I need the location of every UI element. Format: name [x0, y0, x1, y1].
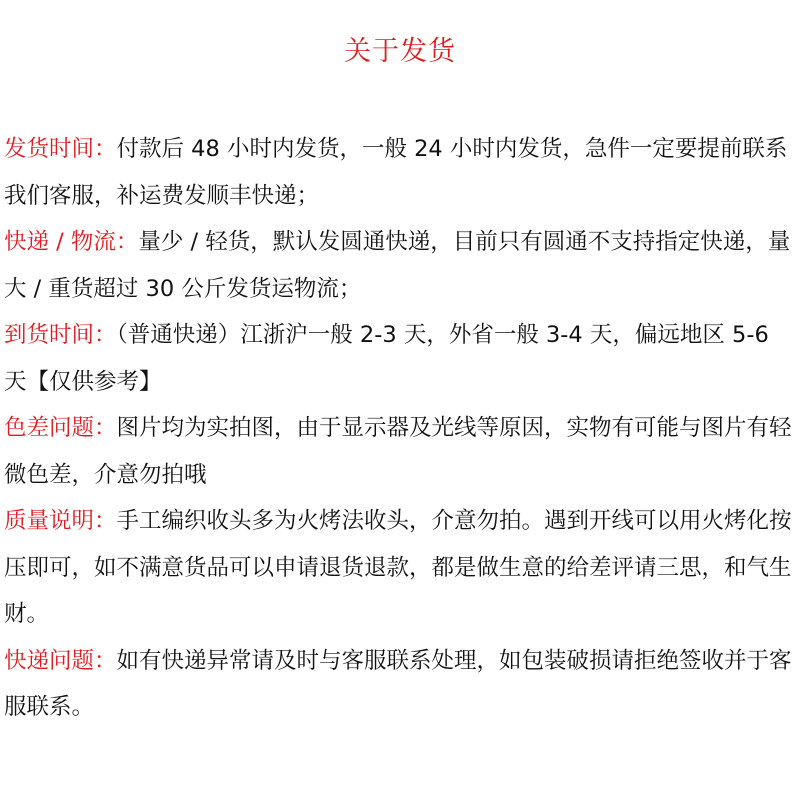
section-text: 付款后 48 小时内发货，一般 24 小时内发货，急件一定要提前联系我们客服，补运费发顺丰快递； — [4, 136, 788, 209]
section-label: 色差问题 — [4, 415, 95, 441]
section-text: 手工编织收头多为火烤法收头，介意勿拍。遇到开线可以用火烤化按压即可，如不满意货品可以申请退货退款，都是做生意的给差评请三思，和气生财。 — [4, 508, 792, 627]
section-shipping-time — [4, 126, 796, 219]
section-label: 发货时间 — [4, 136, 95, 162]
section-courier-logistics — [4, 219, 796, 312]
section-arrival-time — [4, 312, 796, 405]
section-colon: ： — [94, 508, 117, 534]
section-label: 快递 / 物流 — [4, 229, 116, 255]
shipping-info-list — [4, 126, 796, 731]
section-color-difference — [4, 405, 796, 498]
section-label: 到货时间 — [4, 322, 95, 348]
section-label: 快递问题 — [4, 647, 95, 674]
section-colon: ： — [94, 322, 117, 348]
section-text: 如有快递异常请及时与客服联系处理，如包装破损请拒绝签收并于客服联系。 — [4, 647, 792, 720]
section-colon: ： — [94, 647, 117, 674]
section-colon: ： — [115, 229, 139, 255]
section-text: 图片均为实拍图，由于显示器及光线等原因，实物有可能与图片有轻微色差，介意勿拍哦 — [4, 415, 792, 488]
section-label: 质量说明 — [4, 508, 95, 534]
section-colon: ： — [94, 136, 117, 162]
section-text: 量少 / 轻货，默认发圆通快递，目前只有圆通不支持指定快递，量大 / 重货超过 30 公斤发货运物流； — [4, 229, 791, 302]
section-colon: ： — [94, 415, 117, 441]
section-text: （普通快递）江浙沪一般 2-3 天，外省一般 3-4 天，偏远地区 5-6 天【仅供参考】 — [4, 322, 769, 395]
page-title: 关于发货 — [344, 36, 456, 67]
section-courier-issues — [4, 638, 796, 731]
section-quality-notes — [4, 498, 796, 638]
